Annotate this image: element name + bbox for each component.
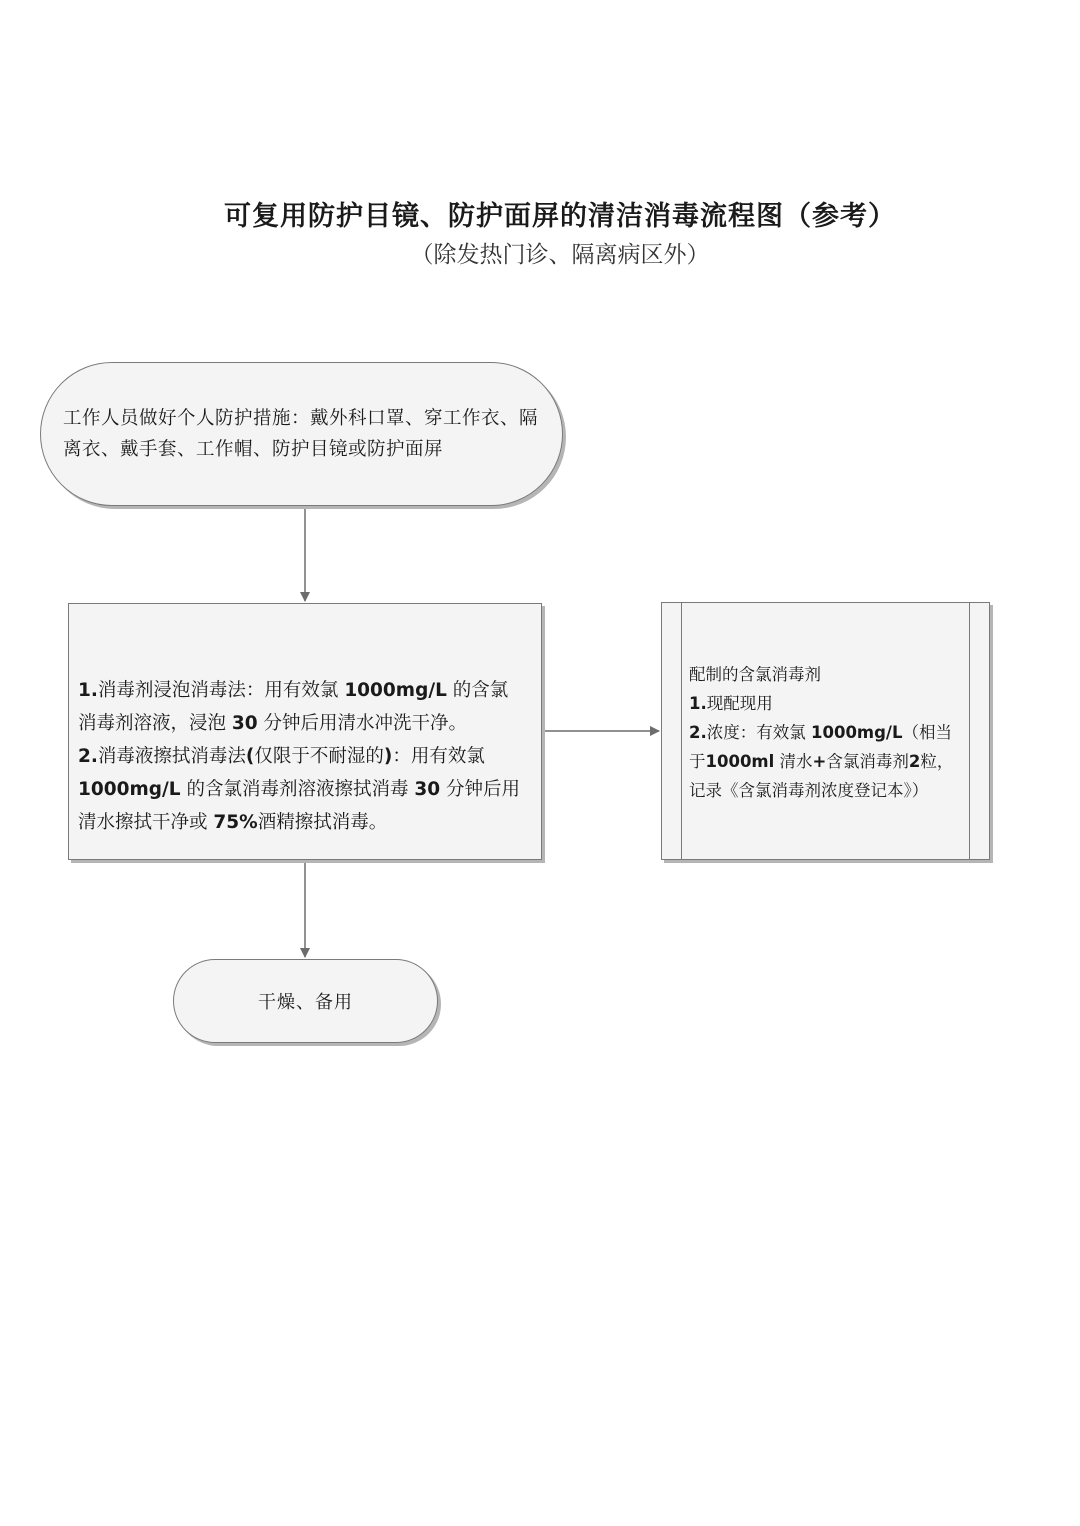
prep-item-2-text-b: （相当: [902, 723, 952, 742]
method-1-text-b: 的含氯: [452, 680, 509, 701]
method-1-text-c: 消毒剂溶液，浸泡: [78, 713, 227, 734]
start-line-1: 工作人员做好个人防护措施：戴外科口罩、穿工作衣、隔: [62, 408, 538, 429]
method-2-text-c: ：用有效氯: [392, 746, 485, 767]
method-2-paren-open: (: [245, 746, 255, 767]
prep-item-2-plus: +: [812, 752, 827, 771]
method-1-concentration: 1000mg/L: [344, 680, 447, 701]
prep-item-2-line-3: 记录《含氯消毒剂浓度登记本》）: [689, 781, 929, 800]
method-2-concentration: 1000mg/L: [78, 779, 181, 800]
prep-item-1-number: 1.: [689, 694, 707, 713]
predefined-node-disinfectant-prep: [661, 602, 990, 860]
page-title: 可复用防护目镜、防护面屏的清洁消毒流程图（参考）: [224, 201, 896, 232]
prep-item-1-text: 现配现用: [706, 694, 773, 713]
method-2-line-3: [78, 806, 533, 839]
method-2-time: 30: [414, 779, 441, 800]
process-node-disinfection-methods: [68, 603, 542, 860]
prep-item-2-count: 2: [908, 752, 921, 771]
prep-item-2-line-2: [689, 747, 981, 776]
prep-item-2-volume: 1000ml: [705, 752, 775, 771]
method-2-text-f: 清水擦拭干净或: [78, 812, 208, 833]
start-line-2: 离衣、戴手套、工作帽、防护目镜或防护面屏: [62, 439, 443, 460]
prep-heading: 配制的含氯消毒剂: [689, 665, 821, 684]
prep-item-2-text-c: 于: [689, 752, 706, 771]
prep-item-2-number: 2.: [689, 723, 707, 742]
method-2-text-b: 仅限于不耐湿的: [254, 746, 384, 767]
start-node-text: [63, 403, 538, 465]
prep-item-2-text-d: 清水: [779, 752, 813, 771]
method-1-text-a: 消毒剂浸泡消毒法：用有效氯: [97, 680, 339, 701]
start-node-ppe: [40, 362, 563, 506]
method-2-text-a: 消毒液擦拭消毒法: [97, 746, 246, 767]
method-1-time: 30: [231, 713, 258, 734]
method-1-number: 1.: [78, 680, 98, 701]
method-2-paren-close: ): [383, 746, 393, 767]
page-subtitle: （除发热门诊、隔离病区外）: [410, 242, 710, 268]
method-2-line-2: [78, 773, 533, 806]
predefined-left-bar: [681, 603, 682, 859]
method-1-text-d: 分钟后用清水冲洗干净。: [263, 713, 468, 734]
method-2-text-e: 分钟后用: [446, 779, 521, 800]
prep-item-2-text-f: 粒，: [920, 752, 954, 771]
method-1-line-1: [78, 674, 533, 707]
end-node-text: 干燥、备用: [258, 992, 353, 1013]
method-2-text-d: 的含氯消毒剂溶液擦拭消毒: [186, 779, 409, 800]
prep-item-2-text-a: 浓度：有效氯: [706, 723, 806, 742]
method-1-line-2: [78, 707, 533, 740]
predefined-right-bar: [969, 603, 970, 859]
method-2-number: 2.: [78, 746, 98, 767]
end-node-dry-store: [173, 959, 438, 1043]
method-2-line-1: [78, 740, 533, 773]
prep-item-2-concentration: 1000mg/L: [811, 723, 903, 742]
method-2-text-g: 酒精擦拭消毒。: [257, 812, 388, 833]
method-2-alcohol-percent: 75%: [213, 812, 258, 833]
prep-item-1: [689, 689, 981, 718]
prep-item-2-line-1: [689, 718, 981, 747]
prep-item-2-text-e: 含氯消毒剂: [826, 752, 909, 771]
